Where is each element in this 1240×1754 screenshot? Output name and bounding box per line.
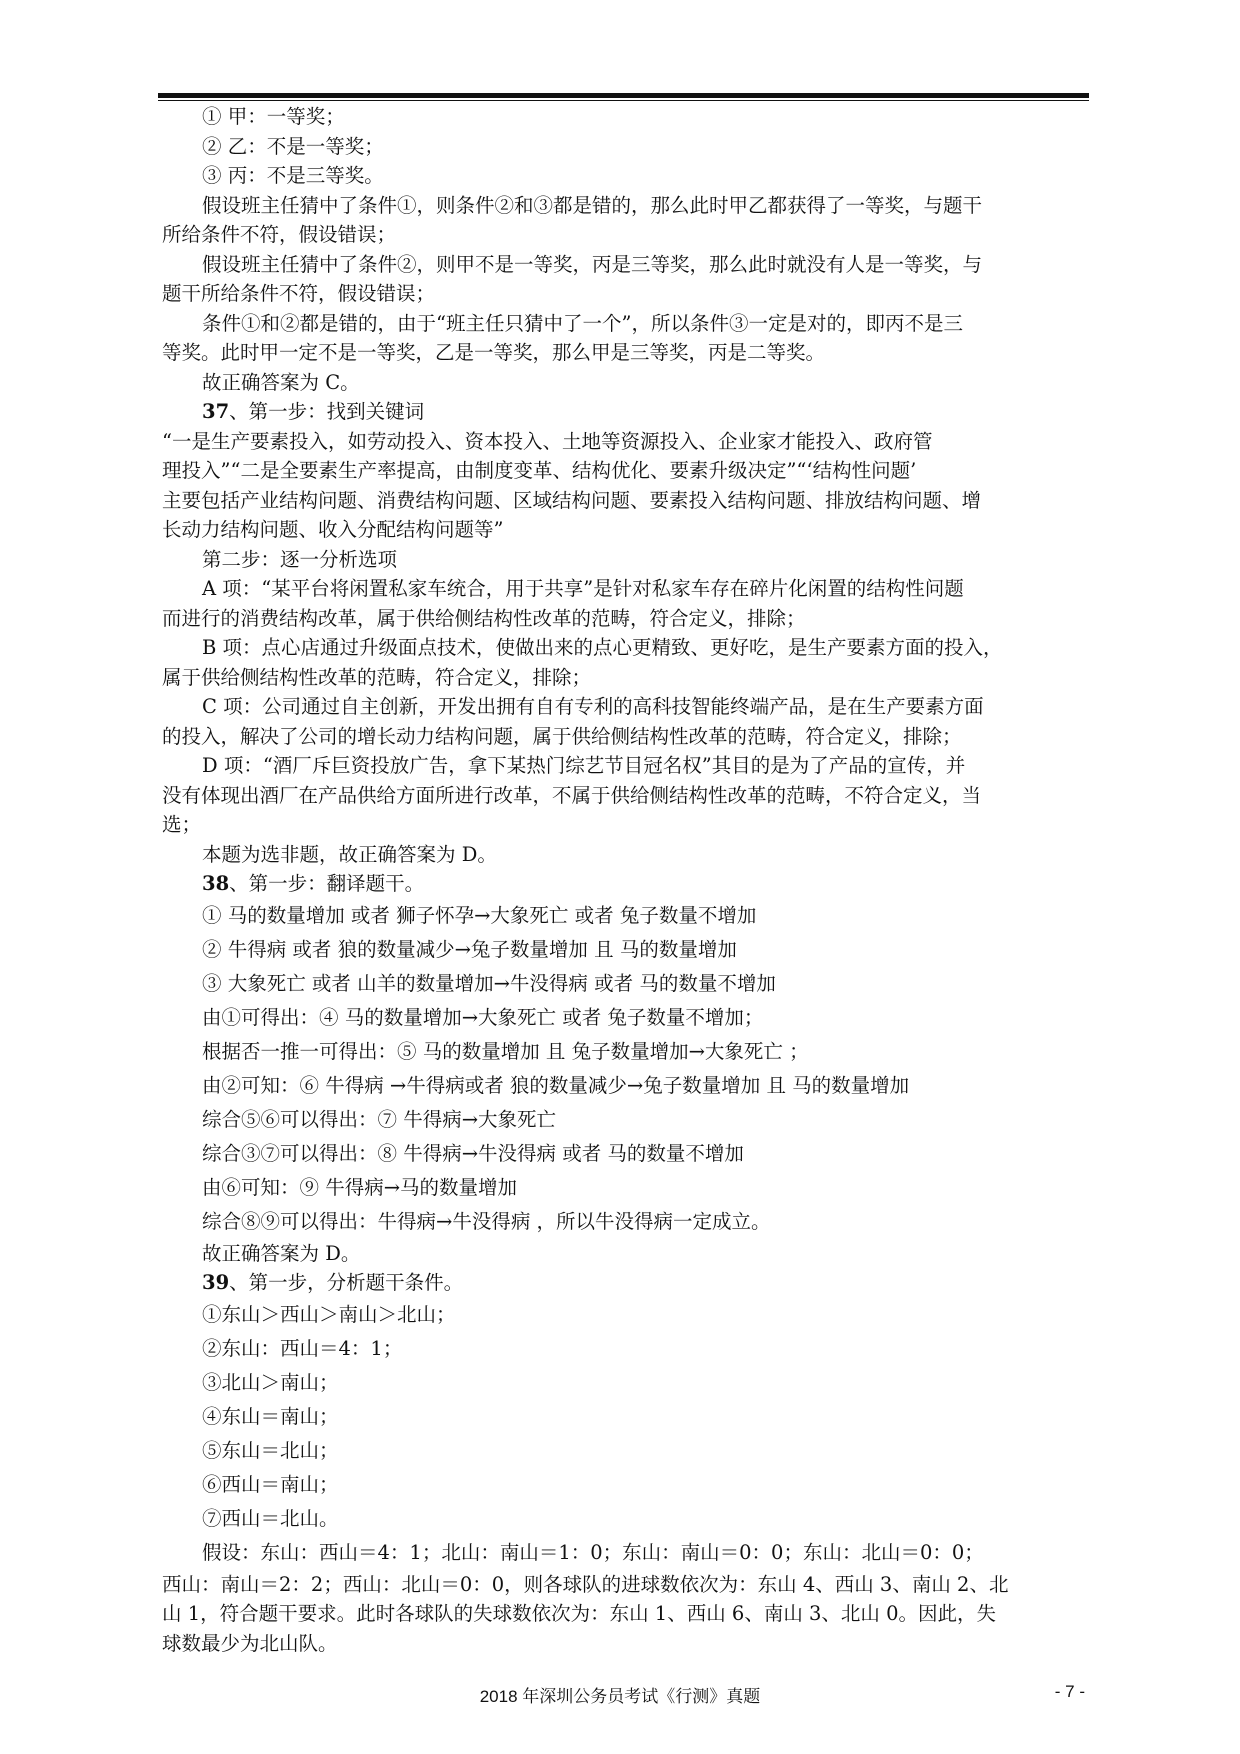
text-line — [162, 515, 1088, 545]
line-text: 山 1，符合题干要求。此时各球队的失球数依次为：东山 1、西山 6、南山 3、北山 0。因此，失 — [162, 1602, 997, 1625]
footer-title: 2018 年深圳公务员考试《行测》真题 — [479, 1687, 761, 1706]
line-text: 故正确答案为 C。 — [202, 370, 360, 394]
text-line — [162, 1599, 1088, 1629]
text-line — [162, 279, 1088, 309]
line-text: ⑦西山＝北山。 — [202, 1506, 339, 1530]
text-line — [162, 1536, 1088, 1570]
text-line — [162, 1205, 1088, 1239]
text-line — [162, 574, 1088, 604]
text-line — [162, 869, 1088, 899]
line-text: ③ 大象死亡 或者 山羊的数量增加→牛没得病 或者 马的数量不增加 — [202, 971, 776, 995]
text-line — [162, 220, 1088, 250]
line-text: 而进行的消费结构改革，属于供给侧结构性改革的范畴，符合定义，排除； — [162, 606, 806, 630]
line-text: 由②可知：⑥ 牛得病 →牛得病或者 狼的数量减少→兔子数量增加 且 马的数量增加 — [202, 1073, 910, 1097]
line-text: 条件①和②都是错的，由于“班主任只猜中了一个”，所以条件③一定是对的，即丙不是三 — [202, 311, 963, 335]
text-line — [162, 1400, 1088, 1434]
line-text: ① 甲：一等奖； — [202, 105, 345, 128]
line-text: 、第一步：翻译题干。 — [229, 872, 425, 895]
line-text: B 项：点心店通过升级面点技术，使做出来的点心更精致、更好吃，是生产要素方面的投入， — [202, 636, 1003, 659]
text-line — [162, 1366, 1088, 1400]
line-text: 根据否一推一可得出：⑤ 马的数量增加 且 兔子数量增加→大象死亡 ； — [202, 1039, 809, 1063]
line-text: 球数最少为北山队。 — [162, 1631, 338, 1655]
text-line — [162, 486, 1088, 516]
text-line — [162, 1171, 1088, 1205]
line-text: 假设：东山：西山＝4：1；北山：南山＝1：0；东山：南山＝0：0；东山：北山＝0：0； — [202, 1540, 984, 1564]
line-text: ⑥西山＝南山； — [202, 1472, 339, 1496]
text-line — [162, 456, 1088, 486]
page-number: - 7 - — [1054, 1682, 1085, 1701]
text-line — [162, 1502, 1088, 1536]
line-text: ① 马的数量增加 或者 狮子怀孕→大象死亡 或者 兔子数量不增加 — [202, 903, 757, 927]
text-line — [162, 840, 1088, 870]
line-text: 题干所给条件不符，假设错误； — [162, 282, 436, 305]
text-line — [162, 1570, 1088, 1600]
question-number: 38 — [202, 872, 230, 895]
header-rule-thin — [158, 100, 1089, 101]
text-line — [162, 1069, 1088, 1103]
line-text: ③北山＞南山； — [202, 1370, 339, 1394]
line-text: 由①可得出：④ 马的数量增加→大象死亡 或者 兔子数量不增加； — [202, 1005, 764, 1029]
document-body — [162, 102, 1088, 1658]
line-text: ② 乙：不是一等奖； — [202, 134, 384, 158]
line-text: ①东山＞西山＞南山＞北山； — [202, 1302, 456, 1326]
text-line — [162, 427, 1088, 457]
line-text: 属于供给侧结构性改革的范畴，符合定义，排除； — [162, 665, 592, 689]
text-line — [162, 1468, 1088, 1502]
text-line — [162, 102, 1088, 132]
text-line — [162, 781, 1088, 811]
line-text: 所给条件不符，假设错误； — [162, 223, 397, 246]
question-number: 37 — [202, 400, 230, 423]
text-line — [162, 1001, 1088, 1035]
line-text: 第二步：逐一分析选项 — [202, 547, 398, 571]
text-line — [162, 1035, 1088, 1069]
line-text: 综合⑧⑨可以得出：牛得病→牛没得病 ，所以牛没得病一定成立。 — [202, 1209, 771, 1233]
text-line — [162, 899, 1088, 933]
line-text: A 项：“某平台将闲置私家车统合，用于共享”是针对私家车存在碎片化闲置的结构性问题 — [202, 577, 964, 600]
text-line — [162, 1239, 1088, 1269]
text-line — [162, 933, 1088, 967]
question-number: 39 — [202, 1271, 230, 1294]
text-line — [162, 751, 1088, 781]
line-text: 选； — [162, 813, 202, 836]
line-text: C 项：公司通过自主创新，开发出拥有自有专利的高科技智能终端产品，是在生产要素方面 — [202, 695, 984, 718]
text-line — [162, 368, 1088, 398]
line-text: ⑤东山＝北山； — [202, 1438, 339, 1462]
line-text: 、第一步，分析题干条件。 — [229, 1271, 464, 1294]
line-text: 、第一步：找到关键词 — [229, 400, 425, 423]
line-text: ②东山：西山＝4：1； — [202, 1336, 403, 1360]
text-line — [162, 545, 1088, 575]
text-line — [162, 397, 1088, 427]
line-text: 综合⑤⑥可以得出：⑦ 牛得病→大象死亡 — [202, 1107, 557, 1131]
line-text: 理投入”“二是全要素生产率提高，由制度变革、结构优化、要素升级决定”“‘结构性问题’ — [162, 459, 917, 482]
line-text: 长动力结构问题、收入分配结构问题等” — [162, 518, 504, 541]
text-line — [162, 1332, 1088, 1366]
text-line — [162, 1629, 1088, 1659]
text-line — [162, 692, 1088, 722]
text-line — [162, 1137, 1088, 1171]
line-text: 的投入，解决了公司的增长动力结构问题，属于供给侧结构性改革的范畴，符合定义，排除； — [162, 724, 962, 748]
line-text: ④东山＝南山； — [202, 1404, 339, 1428]
text-line — [162, 810, 1088, 840]
text-line — [162, 132, 1088, 162]
text-line — [162, 161, 1088, 191]
text-line — [162, 663, 1088, 693]
line-text: 假设班主任猜中了条件①，则条件②和③都是错的，那么此时甲乙都获得了一等奖，与题干 — [202, 193, 983, 217]
text-line — [162, 633, 1088, 663]
text-line — [162, 604, 1088, 634]
line-text: ② 牛得病 或者 狼的数量减少→兔子数量增加 且 马的数量增加 — [202, 937, 737, 961]
line-text: 由⑥可知：⑨ 牛得病→马的数量增加 — [202, 1175, 518, 1199]
line-text: 西山：南山＝2：2；西山：北山＝0：0，则各球队的进球数依次为：东山 4、西山 3、南山 2、北 — [162, 1572, 1009, 1596]
text-line — [162, 967, 1088, 1001]
text-line — [162, 722, 1088, 752]
text-line — [162, 338, 1088, 368]
line-text: 综合③⑦可以得出：⑧ 牛得病→牛没得病 或者 马的数量不增加 — [202, 1141, 744, 1165]
text-line — [162, 250, 1088, 280]
text-line — [162, 191, 1088, 221]
text-line — [162, 309, 1088, 339]
line-text: D 项：“酒厂斥巨资投放广告，拿下某热门综艺节目冠名权”其目的是为了产品的宣传，并 — [202, 754, 966, 777]
line-text: “一是生产要素投入，如劳动投入、资本投入、土地等资源投入、企业家才能投入、政府管 — [162, 429, 933, 453]
line-text: 等奖。此时甲一定不是一等奖，乙是一等奖，那么甲是三等奖，丙是二等奖。 — [162, 341, 826, 364]
line-text: ③ 丙：不是三等奖。 — [202, 164, 384, 187]
line-text: 主要包括产业结构问题、消费结构问题、区域结构问题、要素投入结构问题、排放结构问题、增 — [162, 488, 982, 512]
line-text: 没有体现出酒厂在产品供给方面所进行改革，不属于供给侧结构性改革的范畴，不符合定义，当 — [162, 783, 982, 807]
line-text: 故正确答案为 D。 — [202, 1241, 361, 1265]
header-rule-thick — [158, 93, 1089, 98]
line-text: 假设班主任猜中了条件②，则甲不是一等奖，丙是三等奖，那么此时就没有人是一等奖，与 — [202, 252, 983, 276]
line-text: 本题为选非题，故正确答案为 D。 — [202, 842, 497, 866]
text-line — [162, 1298, 1088, 1332]
text-line — [162, 1268, 1088, 1298]
text-line — [162, 1434, 1088, 1468]
text-line — [162, 1103, 1088, 1137]
